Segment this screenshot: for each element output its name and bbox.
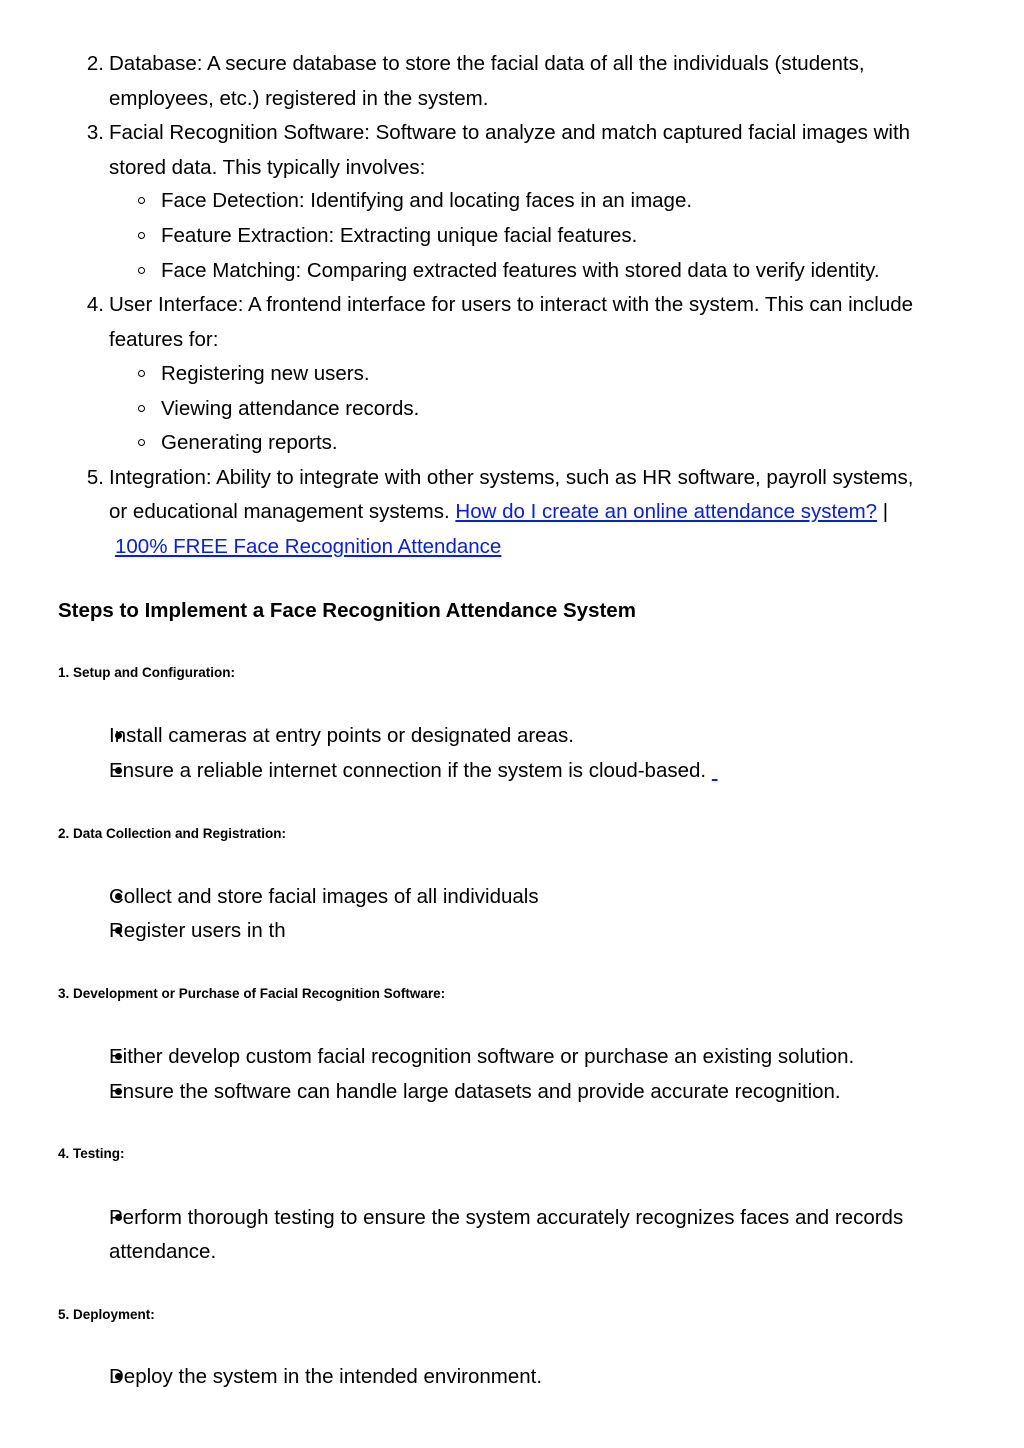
bullet-text-with-link <box>109 757 718 785</box>
step-title: 4. Testing: <box>58 1146 125 1161</box>
bullet-text: Either develop custom facial recognition software or purchase an existing solution. <box>109 1045 855 1068</box>
list-number: 5. <box>86 466 104 489</box>
list-number: 3. <box>86 121 104 144</box>
list-item-text: Database: A secure database to store the facial data of all the individuals (students, <box>109 52 865 75</box>
list-item-text-with-link <box>109 498 888 526</box>
list-item-text: Facial Recognition Software: Software to analyze and match captured facial images with <box>109 121 911 144</box>
sub-list-item: Viewing attendance records. <box>161 397 420 420</box>
bullet-text: Perform thorough testing to ensure the system accurately recognizes faces and records <box>109 1206 904 1229</box>
list-number: 4. <box>86 293 104 316</box>
bullet-text: attendance. <box>109 1240 217 1263</box>
bullet-text: Register users in th <box>109 919 286 942</box>
step-title: 2. Data Collection and Registration: <box>58 826 287 841</box>
section-heading: Steps to Implement a Face Recognition Attendance System <box>58 599 636 622</box>
sub-list-item: Face Detection: Identifying and locating faces in an image. <box>161 189 693 212</box>
list-item-text: or educational management systems. <box>109 500 456 523</box>
list-item-text: Integration: Ability to integrate with other systems, such as HR software, payroll systems, <box>109 466 914 489</box>
step-title: 1. Setup and Configuration: <box>58 665 235 680</box>
sub-list-item: Face Matching: Comparing extracted features with stored data to verify identity. <box>161 259 880 282</box>
free-face-recognition-link[interactable]: 100% FREE Face Recognition Attendance <box>115 535 502 558</box>
step-title: 5. Deployment: <box>58 1307 155 1322</box>
sub-list-item: Feature Extraction: Extracting unique facial features. <box>161 224 638 247</box>
circle-bullet-icon <box>138 197 145 204</box>
bullet-text: Ensure a reliable internet connection if the system is cloud-based. <box>109 759 707 782</box>
list-item-text: User Interface: A frontend interface for users to interact with the system. This can include <box>109 293 914 316</box>
circle-bullet-icon <box>138 232 145 239</box>
sub-list-item: Generating reports. <box>161 431 338 454</box>
trailing-link[interactable] <box>712 759 718 782</box>
circle-bullet-icon <box>138 370 145 377</box>
list-number: 2. <box>86 52 104 75</box>
sub-list-item: Registering new users. <box>161 362 370 385</box>
link-line <box>115 533 501 561</box>
bullet-text: Deploy the system in the intended environment. <box>109 1365 543 1388</box>
bullet-text: Collect and store facial images of all individuals <box>109 885 539 908</box>
link-separator: | <box>877 500 889 523</box>
circle-bullet-icon <box>138 405 145 412</box>
list-item-text: features for: <box>109 328 219 351</box>
circle-bullet-icon <box>138 439 145 446</box>
bullet-text: Install cameras at entry points or designated areas. <box>109 724 574 747</box>
circle-bullet-icon <box>138 267 145 274</box>
online-attendance-link[interactable]: How do I create an online attendance system? <box>455 500 878 523</box>
bullet-text: Ensure the software can handle large datasets and provide accurate recognition. <box>109 1080 841 1103</box>
list-item-text: employees, etc.) registered in the system. <box>109 87 489 110</box>
list-item-text: stored data. This typically involves: <box>109 156 426 179</box>
step-title: 3. Development or Purchase of Facial Recognition Software: <box>58 986 446 1001</box>
